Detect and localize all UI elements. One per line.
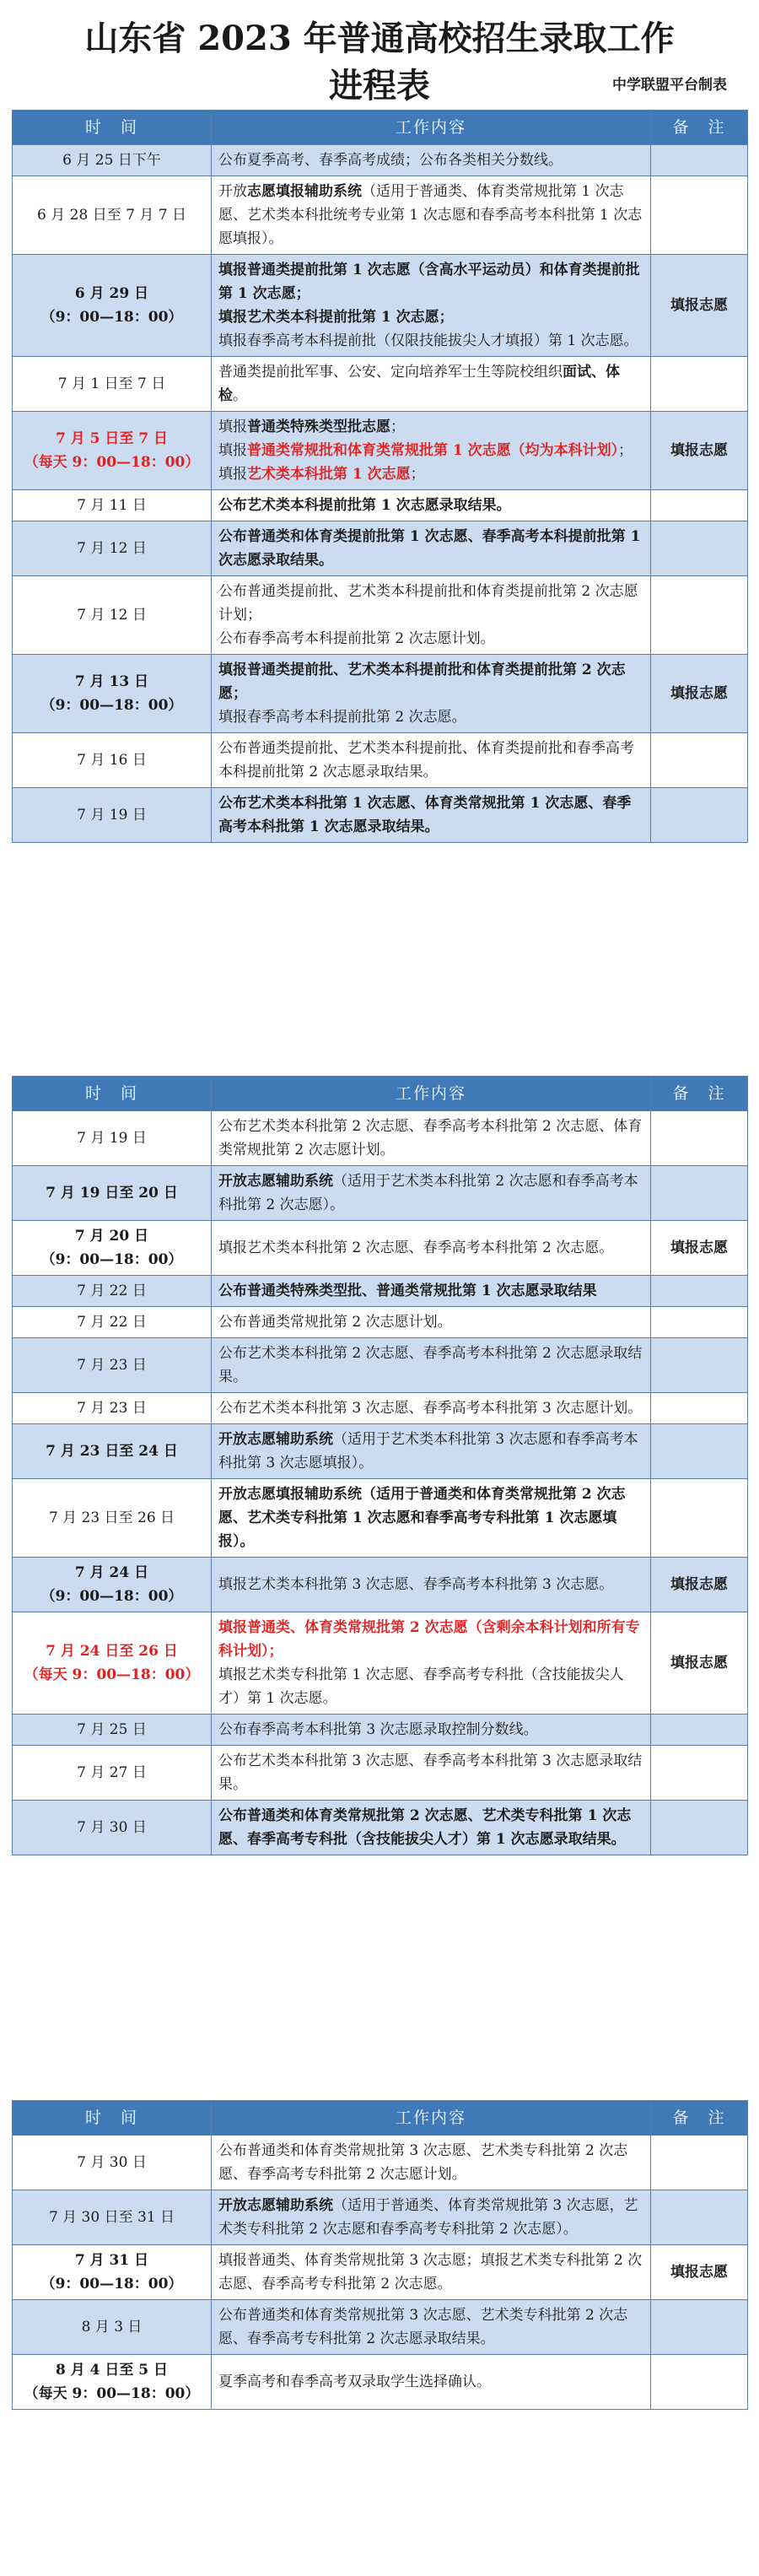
content-cell <box>212 2300 651 2355</box>
note-cell <box>651 1111 748 1166</box>
note-cell <box>651 1746 748 1801</box>
content-text: 填报普通类、体育类常规批第 2 次志愿（含剩余本科计划和所有专科计划） <box>218 1619 640 1660</box>
table-row <box>13 576 748 655</box>
time-text: （9：00—18：00） <box>40 1588 183 1605</box>
time-text: 7 月 23 日至 24 日 <box>46 1443 178 1460</box>
content-text: 公布夏季高考、春季高考成绩；公布各类相关分数线。 <box>218 152 563 169</box>
note-cell <box>651 490 748 521</box>
content-line <box>218 705 643 729</box>
content-text: （适用于普通类、体育类常规批第 3 次志愿，艺术类专科批第 2 次志愿和春季高考专科批第 2 次志愿）。 <box>218 2197 638 2238</box>
content-text: 公布艺术类本科提前批第 1 次志愿录取结果。 <box>218 497 511 514</box>
content-cell <box>212 788 651 843</box>
content-text: 普通类常规批和体育类常规批第 1 次志愿（均为本科计划） <box>247 442 619 459</box>
note-cell <box>651 2300 748 2355</box>
time-cell <box>13 1111 212 1166</box>
content-text: 。 <box>233 387 247 404</box>
content-cell <box>212 255 651 357</box>
note-cell <box>651 176 748 255</box>
content-text: 填报 <box>218 442 247 459</box>
time-cell <box>13 733 212 788</box>
content-text: 志愿填报辅助系统 <box>247 183 362 200</box>
content-line <box>218 360 643 408</box>
note-cell <box>651 576 748 655</box>
content-text: 公布普通类和体育类常规批第 3 次志愿、艺术类专科批第 2 次志愿、春季高考专科批第 2 次志愿录取结果。 <box>218 2307 628 2347</box>
time-cell <box>13 1338 212 1393</box>
time-text: 7 月 23 日 <box>77 1357 147 1374</box>
note-cell <box>651 357 748 412</box>
content-cell <box>212 2136 651 2190</box>
table-row <box>13 1801 748 1855</box>
time-cell <box>13 145 212 176</box>
table-row <box>13 2355 748 2410</box>
table-row <box>13 1276 748 1307</box>
content-cell <box>212 145 651 176</box>
header-content: 工作内容 <box>212 111 651 145</box>
schedule-table-2 <box>12 1076 748 1855</box>
content-text: 填报普通类提前批第 1 次志愿（含高水平运动员）和体育类提前批第 1 次志愿； <box>218 262 640 302</box>
time-text: 7 月 30 日 <box>77 2154 147 2171</box>
content-text: 公布普通类和体育类常规批第 3 次志愿、艺术类专科批第 2 次志愿、春季高考专科批第 2 次志愿计划。 <box>218 2142 628 2183</box>
time-text: 7 月 19 日 <box>77 1130 147 1147</box>
content-text: 公布艺术类本科批第 2 次志愿、春季高考本科批第 2 次志愿、体育类常规批第 2 次志愿计划。 <box>218 1118 643 1158</box>
time-text: 7 月 31 日 <box>74 2252 149 2269</box>
table-row <box>13 412 748 490</box>
time-text: 7 月 24 日至 26 日 <box>46 1643 178 1660</box>
header-content: 工作内容 <box>212 2101 651 2136</box>
time-text: 7 月 13 日 <box>74 673 149 690</box>
content-text: 填报春季高考本科提前批第 2 次志愿。 <box>218 709 466 726</box>
note-cell <box>651 1276 748 1307</box>
table-row <box>13 357 748 412</box>
time-cell <box>13 1307 212 1338</box>
table-row <box>13 788 748 843</box>
content-text: 公布春季高考本科提前批第 2 次志愿计划。 <box>218 630 495 647</box>
content-text: （适用于艺术类本科批第 3 次志愿和春季高考本科批第 3 次志愿填报）。 <box>218 1431 638 1472</box>
content-text: 公布普通类常规批第 2 次志愿计划。 <box>218 1314 452 1331</box>
content-line <box>218 180 643 251</box>
content-cell <box>212 1479 651 1558</box>
table-row <box>13 255 748 357</box>
content-text: ； <box>618 442 633 459</box>
content-cell <box>212 2245 651 2300</box>
header-note: 备 注 <box>651 1077 748 1111</box>
content-text: 填报普通类提前批、艺术类本科提前批和体育类提前批第 2 次志愿； <box>218 662 626 702</box>
time-cell <box>13 1612 212 1715</box>
content-line <box>218 439 643 462</box>
time-text: （每天 9：00—18：00） <box>24 2385 200 2402</box>
time-text: 7 月 27 日 <box>77 1764 147 1781</box>
note-cell <box>651 1338 748 1393</box>
time-cell <box>13 576 212 655</box>
time-text: 7 月 12 日 <box>77 607 147 624</box>
time-text: （9：00—18：00） <box>40 309 183 326</box>
content-line <box>218 1115 643 1162</box>
table-row <box>13 1221 748 1276</box>
content-text: 普通类特殊类型批志愿 <box>247 419 390 435</box>
time-cell <box>13 1166 212 1221</box>
content-line <box>218 1573 643 1596</box>
content-text: 填报艺术类本科批第 3 次志愿、春季高考本科批第 3 次志愿。 <box>218 1576 614 1593</box>
time-text: 7 月 23 日至 26 日 <box>48 1509 175 1526</box>
content-cell <box>212 1338 651 1393</box>
title-line-1: 山东省 2023 年普通高校招生录取工作 <box>84 19 675 58</box>
content-cell <box>212 1166 651 1221</box>
content-text: 开放志愿填报辅助系统 <box>218 1486 362 1503</box>
table-row <box>13 145 748 176</box>
content-line <box>218 1342 643 1389</box>
time-cell <box>13 521 212 576</box>
note-cell: 填报志愿 <box>651 1612 748 1715</box>
time-text: 7 月 1 日至 7 日 <box>57 375 166 392</box>
content-text: 公布艺术类本科批第 1 次志愿、体育类常规批第 1 次志愿、春季高考本科批第 1 次志愿录取结果。 <box>218 795 632 835</box>
table-row <box>13 1558 748 1612</box>
content-line <box>218 2194 643 2241</box>
time-text: 7 月 30 日至 31 日 <box>48 2209 175 2226</box>
content-cell <box>212 2190 651 2245</box>
time-cell <box>13 357 212 412</box>
time-cell <box>13 1801 212 1855</box>
content-cell <box>212 1801 651 1855</box>
time-cell <box>13 655 212 733</box>
table-row <box>13 733 748 788</box>
time-text: 7 月 22 日 <box>77 1283 147 1299</box>
content-line <box>218 737 643 784</box>
table-row <box>13 655 748 733</box>
time-text: 7 月 23 日 <box>77 1400 147 1417</box>
note-cell: 填报志愿 <box>651 1221 748 1276</box>
content-text: 开放志愿辅助系统 <box>218 1431 333 1448</box>
table-row <box>13 1424 748 1479</box>
content-cell <box>212 1393 651 1424</box>
content-text: 填报艺术类本科批第 2 次志愿、春季高考本科批第 2 次志愿。 <box>218 1239 614 1256</box>
time-text: （9：00—18：00） <box>40 697 183 714</box>
content-cell <box>212 1111 651 1166</box>
time-cell <box>13 788 212 843</box>
time-text: 7 月 19 日 <box>77 807 147 824</box>
content-line <box>218 329 643 353</box>
content-text: 公布普通类特殊类型批、普通类常规批第 1 次志愿录取结果 <box>218 1283 597 1299</box>
content-line <box>218 415 643 439</box>
content-text: 填报春季高考本科提前批（仅限技能拔尖人才填报）第 1 次志愿。 <box>218 332 638 349</box>
table-row <box>13 1393 748 1424</box>
time-text: 7 月 25 日 <box>77 1721 147 1738</box>
note-cell <box>651 1715 748 1746</box>
content-text: 普通类提前批军事、公安、定向培养军士生等院校组织 <box>218 364 563 381</box>
content-line <box>218 1236 643 1260</box>
note-cell: 填报志愿 <box>651 255 748 357</box>
content-text: 公布普通类和体育类常规批第 2 次志愿、艺术类专科批第 1 次志愿、春季高考专科批（含技能拔尖人才）第 1 次志愿录取结果。 <box>218 1807 632 1848</box>
note-cell <box>651 145 748 176</box>
content-text: 开放志愿辅助系统 <box>218 1173 333 1190</box>
content-line <box>218 2370 643 2394</box>
content-line <box>218 2249 643 2296</box>
content-text: 开放 <box>218 183 247 200</box>
time-cell <box>13 1393 212 1424</box>
note-cell <box>651 2355 748 2410</box>
content-cell <box>212 1424 651 1479</box>
content-text: 面试、体检 <box>218 364 620 404</box>
time-text: 7 月 11 日 <box>77 497 147 514</box>
content-line <box>218 258 643 305</box>
table-header-row <box>13 2101 748 2136</box>
content-text: 公布艺术类本科批第 3 次志愿、春季高考本科批第 3 次志愿计划。 <box>218 1400 643 1417</box>
time-cell <box>13 1558 212 1612</box>
time-text: 7 月 12 日 <box>77 540 147 557</box>
time-text: 6 月 25 日下午 <box>62 152 161 169</box>
content-line <box>218 1482 643 1553</box>
time-cell <box>13 2190 212 2245</box>
content-text: ； <box>390 419 405 435</box>
content-cell <box>212 1276 651 1307</box>
note-cell: 填报志愿 <box>651 412 748 490</box>
content-line <box>218 627 643 651</box>
content-cell <box>212 412 651 490</box>
content-line <box>218 1749 643 1796</box>
time-cell <box>13 490 212 521</box>
table-header-row <box>13 1077 748 1111</box>
time-text: 7 月 22 日 <box>77 1314 147 1331</box>
content-line <box>218 2139 643 2186</box>
time-text: （每天 9：00—18：00） <box>24 454 200 471</box>
content-text: 艺术类本科批第 1 次志愿 <box>247 466 411 483</box>
content-text: 公布普通类提前批、艺术类本科提前批、体育类提前批和春季高考本科提前批第 2 次志愿录取结果。 <box>218 740 634 780</box>
time-text: （9：00—18：00） <box>40 2276 183 2292</box>
time-text: 7 月 30 日 <box>77 1819 147 1836</box>
content-text: （适用于普通类、体育类常规批第 1 次志愿、艺术类本科批统考专业第 1 次志愿和春季高考本科批第 1 次志愿填报）。 <box>218 183 643 247</box>
content-text: ； <box>410 466 425 483</box>
note-cell <box>651 521 748 576</box>
credit-label: 中学联盟平台制表 <box>612 77 727 94</box>
content-text: 公布艺术类本科批第 3 次志愿、春季高考本科批第 3 次志愿录取结果。 <box>218 1752 643 1793</box>
time-text: 6 月 29 日 <box>74 285 149 302</box>
content-line <box>218 1663 643 1710</box>
schedule-table-3 <box>12 2100 748 2410</box>
content-line <box>218 1428 643 1475</box>
content-line <box>218 1310 643 1334</box>
time-cell <box>13 412 212 490</box>
note-cell <box>651 2190 748 2245</box>
content-line <box>218 2303 643 2351</box>
content-cell <box>212 1612 651 1715</box>
content-line <box>218 580 643 627</box>
time-text: 7 月 5 日至 7 日 <box>55 430 169 447</box>
note-cell <box>651 733 748 788</box>
content-cell <box>212 521 651 576</box>
content-cell <box>212 1715 651 1746</box>
content-line <box>218 494 643 517</box>
content-cell <box>212 1307 651 1338</box>
content-text: 填报艺术类专科批第 1 次志愿、春季高考专科批（含技能拔尖人才）第 1 次志愿。 <box>218 1666 624 1707</box>
time-text: 7 月 19 日至 20 日 <box>46 1185 178 1202</box>
content-line <box>218 658 643 705</box>
content-cell <box>212 2355 651 2410</box>
table-row <box>13 521 748 576</box>
time-cell <box>13 1276 212 1307</box>
content-text: 填报 <box>218 466 247 483</box>
content-line <box>218 1279 643 1303</box>
content-text: 夏季高考和春季高考双录取学生选择确认。 <box>218 2373 491 2390</box>
time-text: 8 月 4 日至 5 日 <box>55 2362 169 2379</box>
note-cell <box>651 1801 748 1855</box>
content-cell <box>212 357 651 412</box>
content-text: 开放志愿辅助系统 <box>218 2197 333 2214</box>
table-header-row <box>13 111 748 145</box>
content-line <box>218 525 643 572</box>
time-text: 8 月 3 日 <box>81 2319 143 2336</box>
content-line <box>218 1804 643 1851</box>
time-cell <box>13 1479 212 1558</box>
page-title <box>0 15 759 110</box>
table-row <box>13 1338 748 1393</box>
note-cell: 填报志愿 <box>651 655 748 733</box>
table-row <box>13 1307 748 1338</box>
time-text: 7 月 20 日 <box>74 1228 149 1245</box>
content-cell <box>212 176 651 255</box>
time-cell <box>13 2300 212 2355</box>
content-text: 公布春季高考本科批第 3 次志愿录取控制分数线。 <box>218 1721 538 1738</box>
content-line <box>218 149 643 172</box>
header-time: 时 间 <box>13 111 212 145</box>
time-text: （每天 9：00—18：00） <box>24 1666 200 1683</box>
time-cell <box>13 2136 212 2190</box>
content-line <box>218 1718 643 1742</box>
content-text: 公布普通类提前批、艺术类本科提前批和体育类提前批第 2 次志愿计划； <box>218 583 638 624</box>
time-cell <box>13 2245 212 2300</box>
table-row <box>13 1111 748 1166</box>
time-cell <box>13 1221 212 1276</box>
content-cell <box>212 1746 651 1801</box>
content-text: 公布普通类和体育类提前批第 1 次志愿、春季高考本科提前批第 1 次志愿录取结果。 <box>218 528 641 569</box>
content-cell <box>212 1558 651 1612</box>
table-row <box>13 1612 748 1715</box>
content-cell <box>212 733 651 788</box>
title-line-2: 进程表 <box>329 66 430 105</box>
time-cell <box>13 176 212 255</box>
content-text: 填报普通类、体育类常规批第 3 次志愿；填报艺术类专科批第 2 次志愿、春季高考专科批第 2 次志愿。 <box>218 2252 643 2292</box>
time-text: 6 月 28 日至 7 月 7 日 <box>37 207 186 224</box>
table-row <box>13 2300 748 2355</box>
header-time: 时 间 <box>13 2101 212 2136</box>
table-row <box>13 1166 748 1221</box>
note-cell <box>651 788 748 843</box>
table-row <box>13 2136 748 2190</box>
content-text: 填报 <box>218 419 247 435</box>
note-cell <box>651 2136 748 2190</box>
content-text: （适用于普通类和体育类常规批第 2 次志愿、艺术类专科批第 1 次志愿和春季高考专科批第 1 次志愿填报）。 <box>218 1486 626 1550</box>
time-cell <box>13 1715 212 1746</box>
content-cell <box>212 490 651 521</box>
time-cell <box>13 255 212 357</box>
content-text: （适用于艺术类本科批第 2 次志愿和春季高考本科批第 2 次志愿）。 <box>218 1173 638 1213</box>
note-cell: 填报志愿 <box>651 1558 748 1612</box>
table-row <box>13 1479 748 1558</box>
header-content: 工作内容 <box>212 1077 651 1111</box>
header-note: 备 注 <box>651 2101 748 2136</box>
table-row <box>13 176 748 255</box>
content-line <box>218 1616 643 1663</box>
time-text: （9：00—18：00） <box>40 1251 183 1268</box>
time-cell <box>13 1746 212 1801</box>
time-text: 7 月 16 日 <box>77 752 147 769</box>
note-cell <box>651 1166 748 1221</box>
content-cell <box>212 655 651 733</box>
header-time: 时 间 <box>13 1077 212 1111</box>
table-row <box>13 1746 748 1801</box>
table-row <box>13 490 748 521</box>
table-row <box>13 2245 748 2300</box>
table-row <box>13 2190 748 2245</box>
content-line <box>218 1169 643 1217</box>
content-line <box>218 462 643 486</box>
note-cell: 填报志愿 <box>651 2245 748 2300</box>
content-cell <box>212 1221 651 1276</box>
table-row <box>13 1715 748 1746</box>
note-cell <box>651 1307 748 1338</box>
note-cell <box>651 1424 748 1479</box>
content-text: ； <box>268 1643 283 1660</box>
note-cell <box>651 1393 748 1424</box>
content-text: 填报艺术类本科提前批第 1 次志愿； <box>218 309 454 326</box>
content-text: 公布艺术类本科批第 2 次志愿、春季高考本科批第 2 次志愿录取结果。 <box>218 1345 643 1385</box>
schedule-table-1 <box>12 110 748 843</box>
time-cell <box>13 2355 212 2410</box>
time-text: 7 月 24 日 <box>74 1564 149 1581</box>
header-note: 备 注 <box>651 111 748 145</box>
content-cell <box>212 576 651 655</box>
content-line <box>218 791 643 839</box>
content-line <box>218 305 643 329</box>
time-cell <box>13 1424 212 1479</box>
note-cell <box>651 1479 748 1558</box>
content-line <box>218 1396 643 1420</box>
